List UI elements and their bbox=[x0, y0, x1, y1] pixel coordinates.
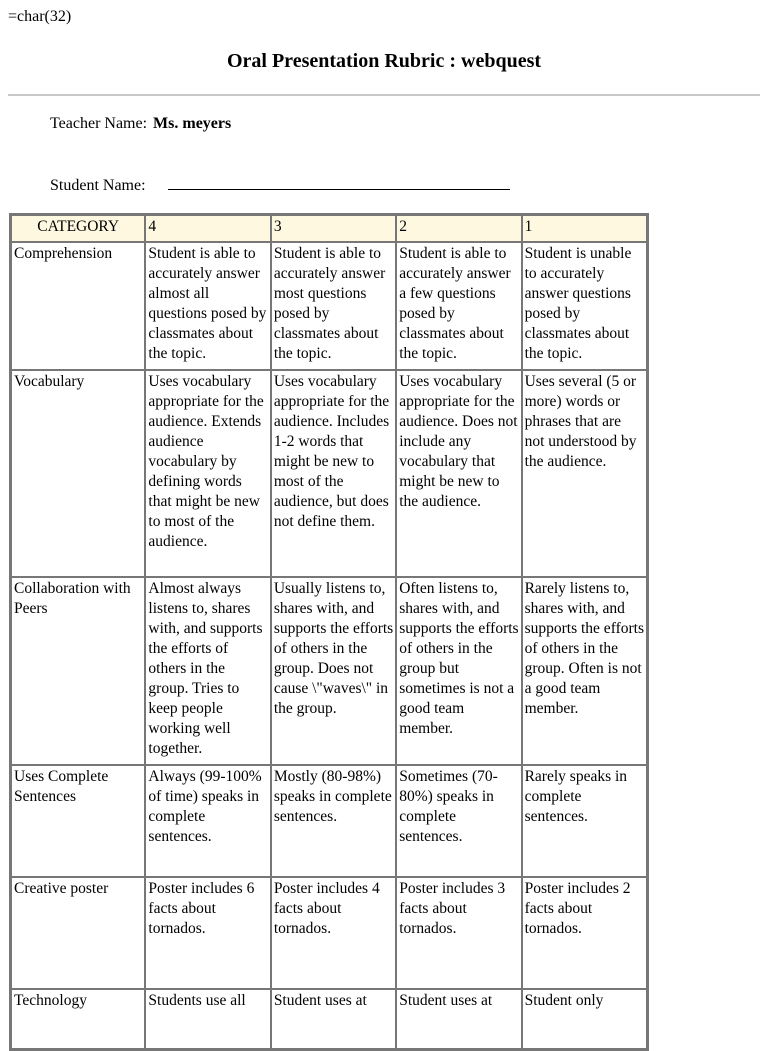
score-3-cell: Poster includes 4 facts about tornados. bbox=[271, 877, 396, 989]
table-row bbox=[11, 877, 647, 989]
score-1-cell: Poster includes 2 facts about tornados. bbox=[522, 877, 647, 989]
score-2-cell: Often listens to, shares with, and supports the efforts of others in the group but sometimes is not a good team member. bbox=[396, 577, 521, 765]
header-score-4: 4 bbox=[145, 215, 270, 242]
teacher-name-value: Ms. meyers bbox=[153, 115, 232, 132]
score-4-cell: Almost always listens to, shares with, and supports the efforts of others in the group. Tries to keep people working well together. bbox=[145, 577, 270, 765]
score-4-cell: Uses vocabulary appropriate for the audience. Extends audience vocabulary by defining words that might be new to most of the audience. bbox=[145, 370, 270, 577]
score-1-cell: Student only bbox=[522, 989, 647, 1049]
score-2-cell: Uses vocabulary appropriate for the audience. Does not include any vocabulary that might be new to the audience. bbox=[396, 370, 521, 577]
category-cell: Comprehension bbox=[11, 242, 145, 370]
table-row bbox=[11, 989, 647, 1049]
table-header-row bbox=[11, 215, 647, 242]
score-3-cell: Student is able to accurately answer most questions posed by classmates about the topic. bbox=[271, 242, 396, 370]
score-2-cell: Poster includes 3 facts about tornados. bbox=[396, 877, 521, 989]
formula-text: =char(32) bbox=[8, 8, 72, 25]
score-2-cell: Sometimes (70-80%) speaks in complete sentences. bbox=[396, 765, 521, 877]
header-score-3: 3 bbox=[271, 215, 396, 242]
table-row bbox=[11, 765, 647, 877]
category-cell: Creative poster bbox=[11, 877, 145, 989]
score-1-cell: Rarely listens to, shares with, and supports the efforts of others in the group. Often is not a good team member. bbox=[522, 577, 647, 765]
score-1-cell: Student is unable to accurately answer questions posed by classmates about the topic. bbox=[522, 242, 647, 370]
student-name-line bbox=[168, 175, 510, 190]
score-4-cell: Always (99-100% of time) speaks in complete sentences. bbox=[145, 765, 270, 877]
score-4-cell: Students use all bbox=[145, 989, 270, 1049]
score-2-cell: Student is able to accurately answer a few questions posed by classmates about the topic. bbox=[396, 242, 521, 370]
score-4-cell: Student is able to accurately answer almost all questions posed by classmates about the topic. bbox=[145, 242, 270, 370]
category-cell: Technology bbox=[11, 989, 145, 1049]
table-row bbox=[11, 370, 647, 577]
page-title: Oral Presentation Rubric : webquest bbox=[226, 50, 542, 72]
header-score-1: 1 bbox=[522, 215, 647, 242]
score-2-cell: Student uses at bbox=[396, 989, 521, 1049]
score-1-cell: Uses several (5 or more) words or phrases that are not understood by the audience. bbox=[522, 370, 647, 577]
category-cell: Uses Complete Sentences bbox=[11, 765, 145, 877]
category-cell: Vocabulary bbox=[11, 370, 145, 577]
score-3-cell: Student uses at bbox=[271, 989, 396, 1049]
header-category: CATEGORY bbox=[11, 215, 145, 242]
title-divider bbox=[8, 94, 760, 96]
score-3-cell: Mostly (80-98%) speaks in complete sentences. bbox=[271, 765, 396, 877]
header-score-2: 2 bbox=[396, 215, 521, 242]
student-name-row bbox=[50, 175, 510, 195]
teacher-name-row bbox=[50, 115, 231, 133]
score-3-cell: Uses vocabulary appropriate for the audience. Includes 1-2 words that might be new to most of the audience, but does not define them. bbox=[271, 370, 396, 577]
table-row bbox=[11, 577, 647, 765]
teacher-name-label: Teacher Name: bbox=[50, 115, 148, 132]
score-4-cell: Poster includes 6 facts about tornados. bbox=[145, 877, 270, 989]
student-name-label: Student Name: bbox=[50, 177, 146, 194]
rubric-table bbox=[9, 213, 649, 1051]
score-3-cell: Usually listens to, shares with, and supports the efforts of others in the group. Does not cause \"waves\" in the group. bbox=[271, 577, 396, 765]
category-cell: Collaboration with Peers bbox=[11, 577, 145, 765]
table-row bbox=[11, 242, 647, 370]
score-1-cell: Rarely speaks in complete sentences. bbox=[522, 765, 647, 877]
